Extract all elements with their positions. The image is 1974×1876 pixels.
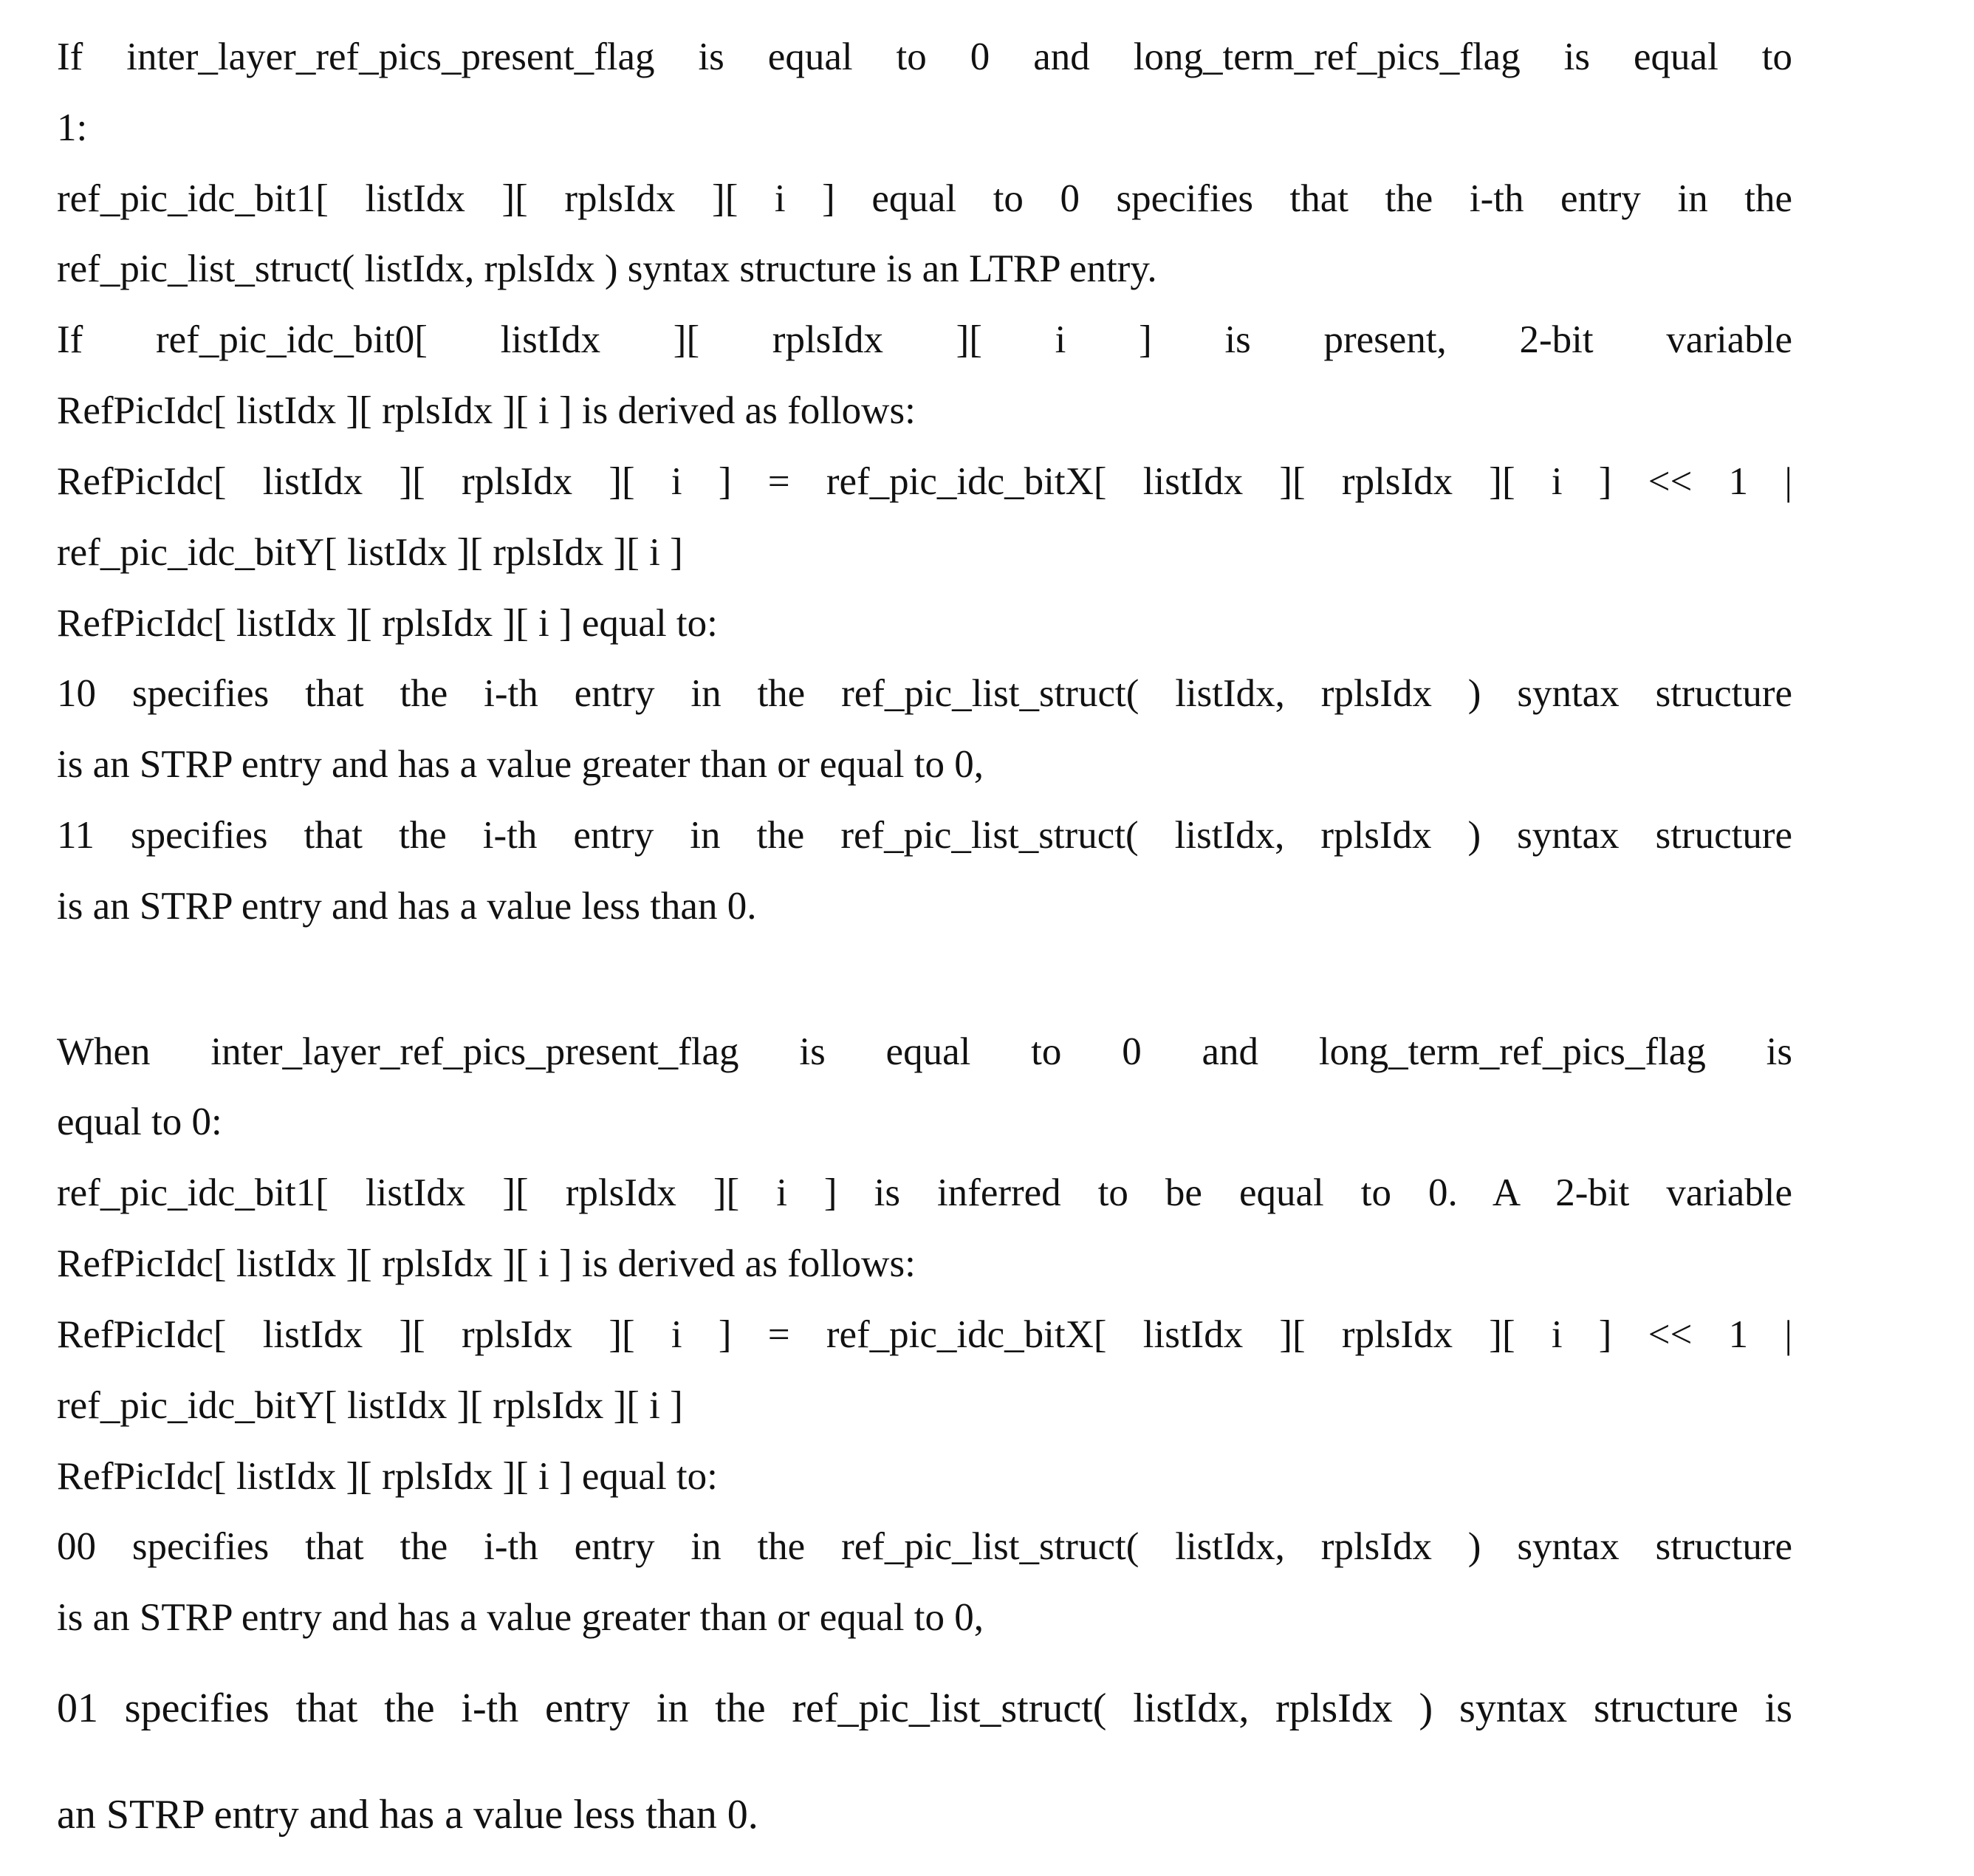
text-line: 11 specifies that the i-th entry in the ref_pic_list_struct( listIdx, rplsIdx ) syntax structure [57, 812, 1792, 858]
text-line: RefPicIdc[ listIdx ][ rplsIdx ][ i ] is derived as follows: [57, 1241, 1792, 1287]
text-line: 00 specifies that the i-th entry in the ref_pic_list_struct( listIdx, rplsIdx ) syntax structure [57, 1524, 1792, 1569]
equation-line: ref_pic_idc_bitY[ listIdx ][ rplsIdx ][ i ] [57, 530, 1792, 575]
text-line: RefPicIdc[ listIdx ][ rplsIdx ][ i ] equal to: [57, 600, 1792, 646]
text-line: RefPicIdc[ listIdx ][ rplsIdx ][ i ] is derived as follows: [57, 388, 1792, 434]
equation-line: ref_pic_idc_bitY[ listIdx ][ rplsIdx ][ i ] [57, 1383, 1792, 1428]
text-line: is an STRP entry and has a value greater than or equal to 0, [57, 742, 1792, 787]
text-line: RefPicIdc[ listIdx ][ rplsIdx ][ i ] equal to: [57, 1454, 1792, 1499]
text-line: is an STRP entry and has a value greater than or equal to 0, [57, 1595, 1792, 1640]
equation-line: RefPicIdc[ listIdx ][ rplsIdx ][ i ] = ref_pic_idc_bitX[ listIdx ][ rplsIdx ][ i ] << 1 | [57, 1312, 1792, 1358]
text-line: ref_pic_idc_bit1[ listIdx ][ rplsIdx ][ i ] equal to 0 specifies that the i-th entry in the [57, 176, 1792, 222]
text-line: 10 specifies that the i-th entry in the ref_pic_list_struct( listIdx, rplsIdx ) syntax structure [57, 671, 1792, 716]
text-line: equal to 0: [57, 1099, 1792, 1145]
text-line: When inter_layer_ref_pics_present_flag is equal to 0 and long_term_ref_pics_flag is [57, 1029, 1792, 1075]
text-line: If inter_layer_ref_pics_present_flag is equal to 0 and long_term_ref_pics_flag is equal to [57, 34, 1792, 80]
text-line: If ref_pic_idc_bit0[ listIdx ][ rplsIdx ][ i ] is present, 2-bit variable [57, 317, 1792, 363]
text-line: is an STRP entry and has a value less than 0. [57, 883, 1792, 929]
text-line: ref_pic_list_struct( listIdx, rplsIdx ) syntax structure is an LTRP entry. [57, 246, 1792, 292]
text-line: 01 specifies that the i-th entry in the ref_pic_list_struct( listIdx, rplsIdx ) syntax structure is [57, 1685, 1792, 1731]
text-line: ref_pic_idc_bit1[ listIdx ][ rplsIdx ][ i ] is inferred to be equal to 0. A 2-bit variable [57, 1170, 1792, 1216]
text-line: 1: [57, 105, 1792, 151]
text-line: an STRP entry and has a value less than 0. [57, 1792, 1792, 1838]
equation-line: RefPicIdc[ listIdx ][ rplsIdx ][ i ] = ref_pic_idc_bitX[ listIdx ][ rplsIdx ][ i ] << 1 | [57, 459, 1792, 504]
